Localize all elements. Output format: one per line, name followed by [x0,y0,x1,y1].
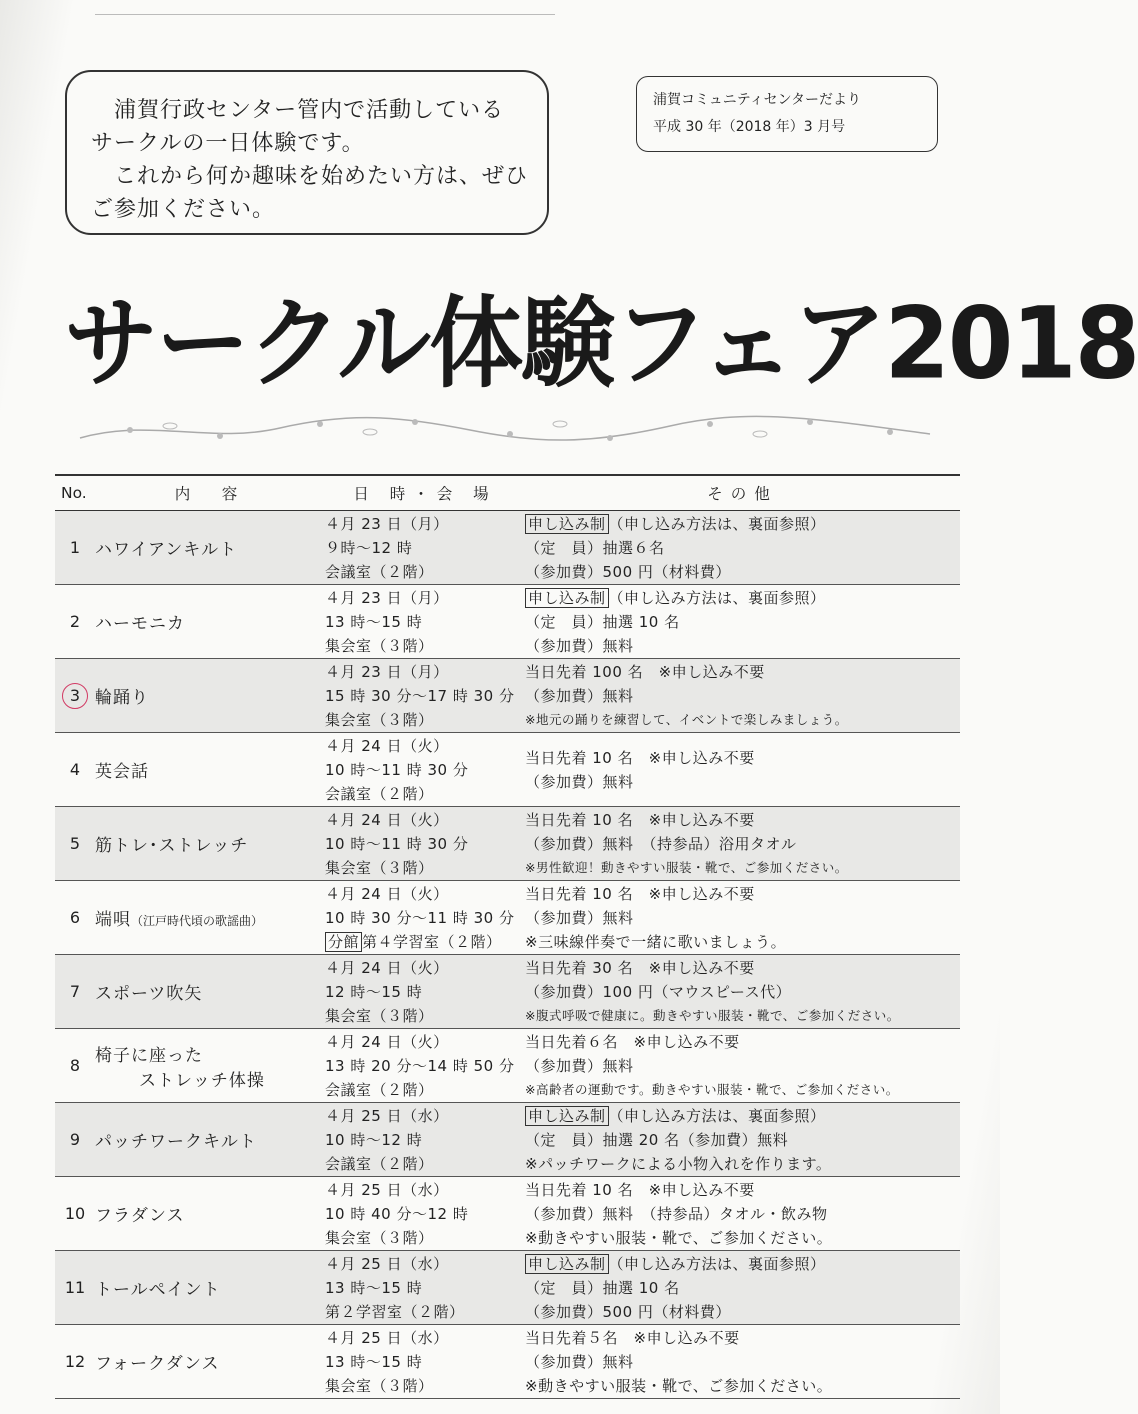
row-number: 7 [55,955,95,1029]
row-datetime [325,1029,525,1103]
header-no: No. [55,475,95,511]
row-name: 筋トレ･ストレッチ [95,807,325,881]
row-date: ４月 23 日（月） [325,588,449,607]
row-other [525,585,960,659]
row-note: ※腹式呼吸で健康に。動きやすい服装・靴で、ご参加ください。 [525,1007,900,1023]
table-header-row [55,475,960,511]
header-datetime: 日 時・会 場 [325,475,525,511]
row-other [525,1177,960,1251]
row-number: 11 [55,1251,95,1325]
row-other [525,733,960,807]
row-other [525,1325,960,1399]
row-number: 6 [55,881,95,955]
vine-ornament [70,410,940,450]
row-name: 輪踊り [95,659,325,733]
row-datetime [325,585,525,659]
row-note: （定 員）抽選６名 [525,538,665,557]
row-datetime [325,659,525,733]
row-note: 当日先着 30 名 ※申し込み不要 [525,958,755,977]
row-name [95,1029,325,1103]
row-date: ４月 23 日（月） [325,662,449,681]
row-note: （申し込み方法は、裏面参照） [608,588,826,607]
row-datetime [325,807,525,881]
row-name-line1: 椅子に座った [95,1045,203,1066]
paper-fold-line [95,0,555,15]
row-name: ハーモニカ [95,585,325,659]
row-note: 当日先着 10 名 ※申し込み不要 [525,748,755,767]
row-note: 当日先着 100 名 ※申し込み不要 [525,662,765,681]
row-note: （参加費）100 円（マウスピース代） [525,982,792,1001]
row-time: 15 時 30 分～17 時 30 分 [325,686,515,705]
row-name: フォークダンス [95,1325,325,1399]
row-other [525,955,960,1029]
row-note: （参加費）無料 [525,636,634,655]
row-number: 9 [55,1103,95,1177]
row-date: ４月 25 日（水） [325,1328,449,1347]
table-row [55,1177,960,1251]
newsletter-box [636,76,938,152]
row-note: ※動きやすい服装・靴で、ご参加ください。 [525,1376,833,1395]
row-note: （参加費）無料 [525,1056,634,1075]
row-note: ※三味線伴奏で一緒に歌いましょう。 [525,932,787,951]
events-table [55,474,960,1399]
row-note: （参加費）無料 [525,772,634,791]
row-number: 8 [55,1029,95,1103]
row-place: 集会室（３階） [325,710,434,729]
row-other [525,807,960,881]
intro-line: ご参加ください。 [91,197,276,222]
row-other [525,659,960,733]
row-note: ※高齢者の運動です。動きやすい服装・靴で、ご参加ください。 [525,1081,899,1097]
row-date: ４月 25 日（水） [325,1106,449,1125]
row-name-line2: ストレッチ体操 [139,1070,265,1091]
row-date: ４月 24 日（火） [325,884,449,903]
row-datetime [325,955,525,1029]
circled-number: 3 [62,683,88,709]
row-note: ※パッチワークによる小物入れを作ります。 [525,1154,832,1173]
row-note: 当日先着 10 名 ※申し込み不要 [525,810,755,829]
table-row [55,511,960,585]
row-number: 5 [55,807,95,881]
row-note: 当日先着５名 ※申し込み不要 [525,1328,740,1347]
row-note: （参加費）無料 [525,686,634,705]
application-badge: 申し込み制 [525,514,609,534]
header-content: 内 容 [95,475,325,511]
row-other [525,511,960,585]
row-number: 2 [55,585,95,659]
row-note: （参加費）無料 [525,908,634,927]
row-note: （定 員）抽選 20 名（参加費）無料 [525,1130,789,1149]
row-number [55,659,95,733]
annex-badge: 分館 [325,932,362,952]
table-row [55,881,960,955]
row-time: 13 時～15 時 [325,612,423,631]
row-time: 12 時～15 時 [325,982,423,1001]
row-note: （申し込み方法は、裏面参照） [608,514,826,533]
row-time: ９時～12 時 [325,538,413,557]
row-place: 会議室（２階） [325,1080,434,1099]
row-other [525,1029,960,1103]
table-row [55,1325,960,1399]
table-row [55,1029,960,1103]
row-place: 集会室（３階） [325,1228,434,1247]
table-row [55,733,960,807]
row-place: 集会室（３階） [325,1006,434,1025]
row-place: 第４学習室（２階） [362,932,502,951]
row-name: トールペイント [95,1251,325,1325]
row-date: ４月 25 日（水） [325,1254,449,1273]
table-row [55,807,960,881]
row-datetime [325,1251,525,1325]
row-place: 会議室（２階） [325,562,434,581]
row-note: ※地元の踊りを練習して、イベントで楽しみましょう。 [525,711,848,727]
row-date: ４月 24 日（火） [325,810,449,829]
row-number: 10 [55,1177,95,1251]
row-time: 10 時～12 時 [325,1130,423,1149]
row-date: ４月 24 日（火） [325,1032,449,1051]
row-time: 13 時 20 分～14 時 50 分 [325,1056,515,1075]
table-row [55,585,960,659]
row-note: （参加費）無料 [525,1352,634,1371]
row-other [525,881,960,955]
row-note: （参加費）500 円（材料費） [525,1302,731,1321]
row-time: 10 時～11 時 30 分 [325,834,469,853]
row-date: ４月 24 日（火） [325,736,449,755]
row-time: 13 時～15 時 [325,1278,423,1297]
row-time: 10 時～11 時 30 分 [325,760,469,779]
row-note: 当日先着６名 ※申し込み不要 [525,1032,740,1051]
row-datetime [325,1325,525,1399]
row-place: 集会室（３階） [325,636,434,655]
row-date: ４月 25 日（水） [325,1180,449,1199]
row-time: 10 時 40 分～12 時 [325,1204,469,1223]
header-other: その他 [525,475,960,511]
table-row [55,955,960,1029]
row-datetime [325,511,525,585]
row-name: 英会話 [95,733,325,807]
row-other [525,1103,960,1177]
application-badge: 申し込み制 [525,1106,609,1126]
table-row [55,659,960,733]
row-other [525,1251,960,1325]
intro-line: これから何か趣味を始めたい方は、ぜひ [91,164,529,189]
row-datetime [325,733,525,807]
row-note: ※男性歓迎！動きやすい服装・靴で、ご参加ください。 [525,859,848,875]
row-number: 12 [55,1325,95,1399]
row-place: 集会室（３階） [325,858,434,877]
row-datetime [325,1177,525,1251]
row-note: （定 員）抽選 10 名 [525,612,680,631]
row-name: スポーツ吹矢 [95,955,325,1029]
row-note: （参加費）無料 （持参品）浴用タオル [525,834,797,853]
row-note: ※動きやすい服装・靴で、ご参加ください。 [525,1228,833,1247]
row-name: ハワイアンキルト [95,511,325,585]
row-datetime [325,1103,525,1177]
row-date: ４月 23 日（月） [325,514,449,533]
row-place: 集会室（３階） [325,1376,434,1395]
row-name-sub: （江戸時代頃の歌謡曲） [131,914,264,928]
row-note: 当日先着 10 名 ※申し込み不要 [525,884,755,903]
application-badge: 申し込み制 [525,1254,609,1274]
intro-box [65,70,549,235]
row-note: （定 員）抽選 10 名 [525,1278,680,1297]
row-note: （申し込み方法は、裏面参照） [608,1106,826,1125]
row-note: （申し込み方法は、裏面参照） [608,1254,826,1273]
row-time: 10 時 30 分～11 時 30 分 [325,908,515,927]
newsletter-name: 浦賀コミュニティセンターだより [653,92,862,108]
row-time: 13 時～15 時 [325,1352,423,1371]
row-place: 会議室（２階） [325,1154,434,1173]
page-title: サークル体験フェア2018 [64,287,1138,402]
row-note: 当日先着 10 名 ※申し込み不要 [525,1180,755,1199]
intro-line: 浦賀行政センター管内で活動している [91,98,505,123]
row-datetime [325,881,525,955]
row-number: 4 [55,733,95,807]
row-name: パッチワークキルト [95,1103,325,1177]
row-note: （参加費）無料 （持参品）タオル・飲み物 [525,1204,828,1223]
table-row [55,1251,960,1325]
intro-line: サークルの一日体験です。 [91,131,365,156]
table-row [55,1103,960,1177]
newsletter-issue: 平成 30 年（2018 年）3 月号 [653,119,846,135]
row-place: 第２学習室（２階） [325,1302,465,1321]
application-badge: 申し込み制 [525,588,609,608]
row-date: ４月 24 日（火） [325,958,449,977]
row-note: （参加費）500 円（材料費） [525,562,731,581]
row-number: 1 [55,511,95,585]
row-name [95,881,325,955]
row-name-main: 端唄 [95,910,131,930]
row-name: フラダンス [95,1177,325,1251]
row-place: 会議室（２階） [325,784,434,803]
